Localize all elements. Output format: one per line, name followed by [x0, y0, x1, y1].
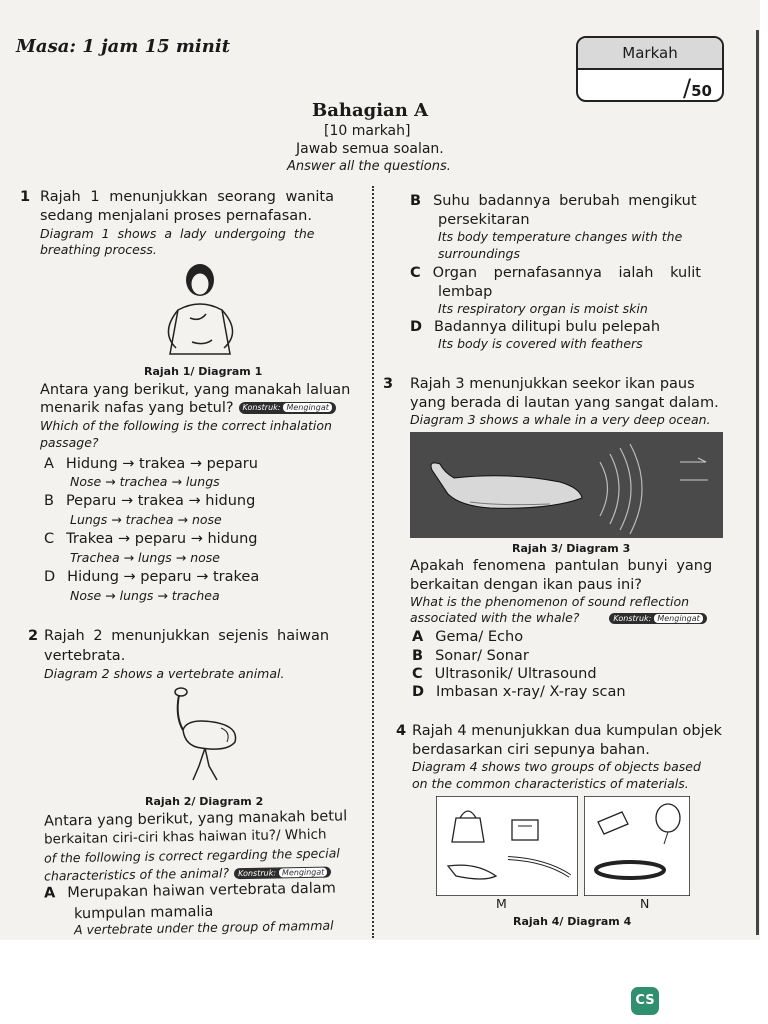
- q2-option-b-en-2: surroundings: [438, 246, 520, 261]
- marks-label: Markah: [578, 38, 722, 70]
- q1-stem-ms-1: Rajah 1 menunjukkan seorang wanita: [40, 189, 334, 205]
- marks-total: /50: [683, 74, 712, 102]
- q2-option-c-en: Its respiratory organ is moist skin: [438, 301, 648, 316]
- instruction-en: Answer all the questions.: [287, 159, 451, 174]
- q1-option-b-en: Lungs → trachea → nose: [70, 512, 222, 527]
- q2-option-c-ms-2: lembap: [438, 284, 493, 300]
- q2-option-b-en-1: Its body temperature changes with the: [438, 229, 683, 244]
- whale-illustration: [410, 432, 723, 538]
- q2-option-c[interactable]: C Organ pernafasannya ialah kulit: [410, 265, 701, 281]
- construct-badge: Konstruk: Mengingat: [234, 866, 332, 879]
- q4-stem-ms-1: Rajah 4 menunjukkan dua kumpulan objek: [412, 723, 722, 739]
- construct-badge: Konstruk: Mengingat: [609, 613, 706, 625]
- section-title: Bahagian A: [312, 100, 429, 121]
- q1-number: 1: [20, 189, 31, 205]
- q1-option-a[interactable]: A Hidung → trakea → peparu: [44, 456, 258, 472]
- q2-option-d-en: Its body is covered with feathers: [438, 336, 643, 351]
- q2-number: 2: [28, 628, 39, 644]
- woman-breathing-illustration: [150, 262, 250, 362]
- group-m-label: M: [496, 896, 507, 911]
- page-edge: [756, 30, 759, 935]
- q2-option-b-ms-2: persekitaran: [438, 212, 530, 228]
- q3-caption: Rajah 3/ Diagram 3: [512, 542, 631, 555]
- q4-stem-ms-2: berdasarkan ciri sepunya bahan.: [412, 742, 650, 758]
- group-n-label: N: [640, 896, 650, 911]
- q3-option-b[interactable]: B Sonar/ Sonar: [412, 648, 529, 664]
- time-allowed: Masa: 1 jam 15 minit: [16, 36, 231, 57]
- q3-stem-ms-2: yang berada di lautan yang sangat dalam.: [410, 395, 719, 411]
- q3-option-c[interactable]: C Ultrasonik/ Ultrasound: [412, 666, 597, 682]
- marks-box: [576, 36, 724, 102]
- q1-question-en-1: Which of the following is the correct inhalation: [40, 418, 332, 433]
- q1-question-ms-1: Antara yang berikut, yang manakah laluan: [40, 382, 351, 398]
- q4-caption: Rajah 4/ Diagram 4: [513, 915, 632, 928]
- q1-option-c[interactable]: C Trakea → peparu → hidung: [44, 531, 258, 547]
- q3-number: 3: [383, 376, 394, 392]
- q1-option-d-en: Nose → lungs → trachea: [70, 588, 220, 603]
- q1-stem-en-2: breathing process.: [40, 242, 157, 257]
- q3-option-a[interactable]: A Gema/ Echo: [412, 629, 524, 645]
- q2-stem-ms-2: vertebrata.: [44, 648, 126, 664]
- q1-stem-en-1: Diagram 1 shows a lady undergoing the: [40, 226, 315, 241]
- q1-option-b[interactable]: B Peparu → trakea → hidung: [44, 493, 256, 509]
- q1-caption: Rajah 1/ Diagram 1: [144, 365, 263, 378]
- q4-number: 4: [396, 723, 407, 739]
- q2-question-4: characteristics of the animal? Konstruk: Mengingat: [44, 865, 332, 883]
- q1-question-en-2: passage?: [40, 435, 99, 450]
- q3-stem-ms-1: Rajah 3 menunjukkan seekor ikan paus: [410, 376, 695, 392]
- q1-option-d[interactable]: D Hidung → peparu → trakea: [44, 569, 260, 585]
- ostrich-illustration: [165, 686, 245, 782]
- q3-option-d[interactable]: D Imbasan x-ray/ X-ray scan: [412, 684, 626, 700]
- q4-stem-en-2: on the common characteristics of materials.: [412, 776, 689, 791]
- q2-stem-ms-1: Rajah 2 menunjukkan sejenis haiwan: [44, 628, 330, 644]
- q1-stem-ms-2: sedang menjalani proses pernafasan.: [40, 208, 312, 224]
- q4-stem-en-1: Diagram 4 shows two groups of objects based: [412, 759, 701, 774]
- q3-stem-en: Diagram 3 shows a whale in a very deep ocean.: [410, 412, 711, 427]
- q2-stem-en: Diagram 2 shows a vertebrate animal.: [44, 666, 285, 681]
- q3-question-en-2: associated with the whale? Konstruk: Mengingat: [410, 612, 707, 625]
- camscanner-logo: CS: [631, 987, 659, 1015]
- group-m-objects: [436, 796, 578, 896]
- q2-option-a-ms-2: kumpulan mamalia: [73, 903, 214, 923]
- q2-question-2: berkaitan ciri-ciri khas haiwan itu?/ Which: [43, 826, 327, 848]
- q3-question-ms-1: Apakah fenomena pantulan bunyi yang: [410, 558, 713, 574]
- q3-question-ms-2: berkaitan dengan ikan paus ini?: [410, 577, 642, 593]
- q2-caption: Rajah 2/ Diagram 2: [145, 795, 264, 808]
- q1-option-a-en: Nose → trachea → lungs: [70, 474, 220, 489]
- group-n-objects: [584, 796, 690, 896]
- section-marks: [10 markah]: [324, 123, 411, 139]
- q1-question-ms-2: menarik nafas yang betul? Konstruk: Mengingat: [40, 401, 336, 416]
- instruction-ms: Jawab semua soalan.: [296, 141, 444, 157]
- q2-question-1: Antara yang berikut, yang manakah betul: [43, 808, 348, 830]
- q2-question-3: of the following is correct regarding the special: [43, 845, 340, 866]
- q3-question-en-1: What is the phenomenon of sound reflection: [410, 594, 690, 609]
- q2-option-b[interactable]: B Suhu badannya berubah mengikut: [410, 193, 697, 209]
- q1-option-c-en: Trachea → lungs → nose: [70, 550, 220, 565]
- q2-option-a[interactable]: A Merupakan haiwan vertebrata dalam: [43, 880, 336, 902]
- construct-badge: Konstruk: Mengingat: [239, 402, 336, 414]
- q2-option-a-en: A vertebrate under the group of mammal: [73, 917, 334, 938]
- q2-option-d[interactable]: D Badannya dilitupi bulu pelepah: [410, 319, 661, 335]
- column-divider: [372, 186, 374, 938]
